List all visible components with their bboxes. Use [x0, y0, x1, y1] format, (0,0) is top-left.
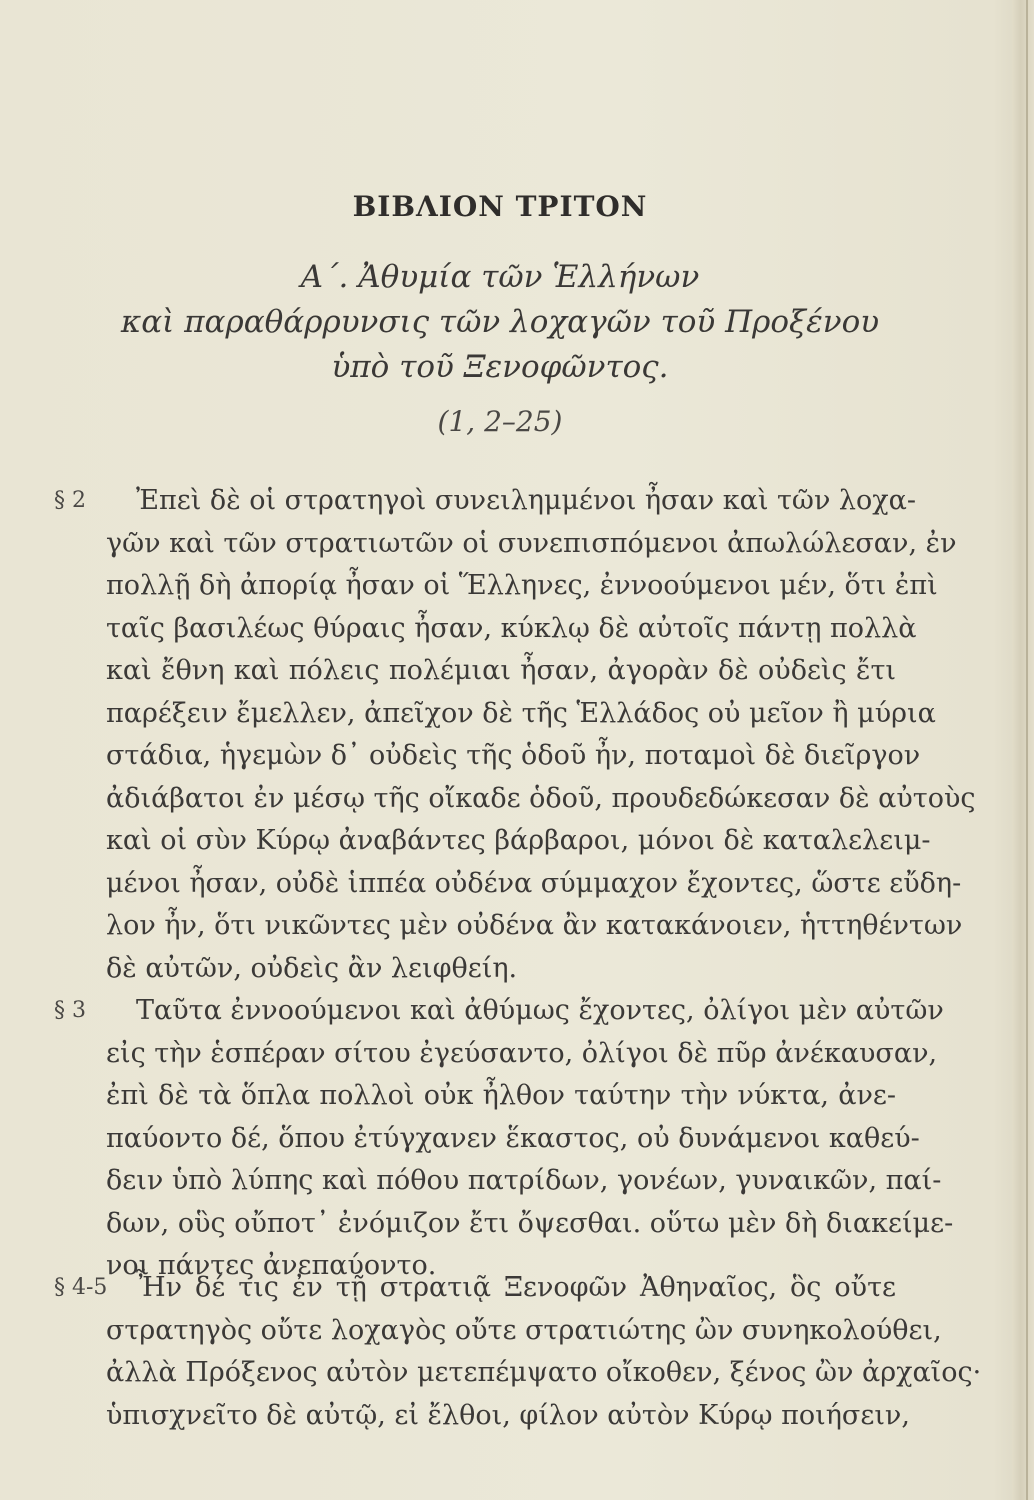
section-marker: § 4-5: [54, 1275, 108, 1300]
chapter-heading: [0, 255, 1000, 390]
text-line: δειν ὑπὸ λύπης καὶ πόθου πατρίδων, γονέων, γυναικῶν, παί-: [106, 1165, 942, 1196]
text-line: γῶν καὶ τῶν στρατιωτῶν οἱ συνεπισπόμενοι ἀπωλώλεσαν, ἐν: [106, 527, 957, 559]
chapter-heading-line: Α΄. Ἀθυμία τῶν Ἑλλήνων: [300, 259, 700, 295]
page-edge-line: [1026, 0, 1028, 1500]
text-line: Ἦν δέ τις ἐν τῇ στρατιᾷ Ξενοφῶν Ἀθηναῖος, ὃς οὔτε: [136, 1272, 896, 1303]
section-reference: (1, 2–25): [437, 405, 563, 438]
text-line: ὑπισχνεῖτο δὲ αὐτῷ, εἰ ἔλθοι, φίλον αὐτὸν Κύρῳ ποιήσειν,: [106, 1399, 910, 1431]
section-marker: § 3: [54, 998, 86, 1023]
text-line: καὶ ἔθνη καὶ πόλεις πολέμιαι ἦσαν, ἀγορὰν δὲ οὐδεὶς ἔτι: [106, 655, 896, 686]
text-line: εἰς τὴν ἑσπέραν σίτου ἐγεύσαντο, ὀλίγοι δὲ πῦρ ἀνέκαυσαν,: [106, 1037, 938, 1069]
text-line: Ἐπεὶ δὲ οἱ στρατηγοὶ συνειλημμένοι ἦσαν καὶ τῶν λοχα-: [136, 485, 917, 516]
text-line: ἐπὶ δὲ τὰ ὅπλα πολλοὶ οὐκ ἦλθον ταύτην τὴν νύκτα, ἀνε-: [106, 1080, 896, 1111]
text-line: δων, οὓς οὔποτ᾽ ἐνόμιζον ἔτι ὄψεσθαι. οὕτω μὲν δὴ διακείμε-: [106, 1207, 954, 1239]
text-line: καὶ οἱ σὺν Κύρῳ ἀναβάντες βάρβαροι, μόνοι δὲ καταλελειμ-: [106, 825, 931, 856]
section-marker: § 2: [54, 488, 86, 513]
text-line: δὲ αὐτῶν, οὐδεὶς ἂν λειφθείη.: [106, 952, 518, 984]
text-line: ταῖς βασιλέως θύραις ἦσαν, κύκλῳ δὲ αὐτοῖς πάντῃ πολλὰ: [106, 612, 917, 644]
text-line: στρατηγὸς οὔτε λοχαγὸς οὔτε στρατιώτης ὢν συνηκολούθει,: [106, 1314, 942, 1346]
text-line: ἀλλὰ Πρόξενος αὐτὸν μετεπέμψατο οἴκοθεν, ξένος ὢν ἀρχαῖος·: [106, 1357, 982, 1388]
text-line: Ταῦτα ἐννοούμενοι καὶ ἀθύμως ἔχοντες, ὀλίγοι μὲν αὐτῶν: [136, 995, 944, 1026]
text-line: νοι πάντες ἀνεπαύοντο.: [106, 1250, 437, 1281]
chapter-heading-line: ὑπὸ τοῦ Ξενοφῶντος.: [331, 349, 669, 385]
text-line: πολλῇ δὴ ἀπορίᾳ ἦσαν οἱ Ἕλληνες, ἐννοούμενοι μέν, ὅτι ἐπὶ: [106, 570, 938, 601]
text-line: στάδια, ἡγεμὼν δ᾽ οὐδεὶς τῆς ὁδοῦ ἦν, ποταμοὶ δὲ διεῖργον: [106, 740, 921, 771]
text-line: λον ἦν, ὅτι νικῶντες μὲν οὐδένα ἂν κατακάνοιεν, ἡττηθέντων: [106, 910, 963, 941]
text-line: ἀδιάβατοι ἐν μέσῳ τῆς οἴκαδε ὁδοῦ, προυδεδώκεσαν δὲ αὐτοὺς: [106, 782, 976, 814]
chapter-heading-line: καὶ παραθάρρυνσις τῶν λοχαγῶν τοῦ Προξένου: [120, 304, 880, 340]
book-title: ΒΙΒΛΙΟΝ ΤΡΙΤΟΝ: [352, 190, 648, 223]
page-edge: [1012, 0, 1034, 1500]
text-line: παύοντο δέ, ὅπου ἐτύγχανεν ἕκαστος, οὐ δυνάμενοι καθεύ-: [106, 1122, 920, 1154]
text-line: παρέξειν ἔμελλεν, ἀπεῖχον δὲ τῆς Ἑλλάδος οὐ μεῖον ἢ μύρια: [106, 697, 936, 729]
text-line: μένοι ἦσαν, οὐδὲ ἱππέα οὐδένα σύμμαχον ἔχοντες, ὥστε εὔδη-: [106, 867, 962, 899]
